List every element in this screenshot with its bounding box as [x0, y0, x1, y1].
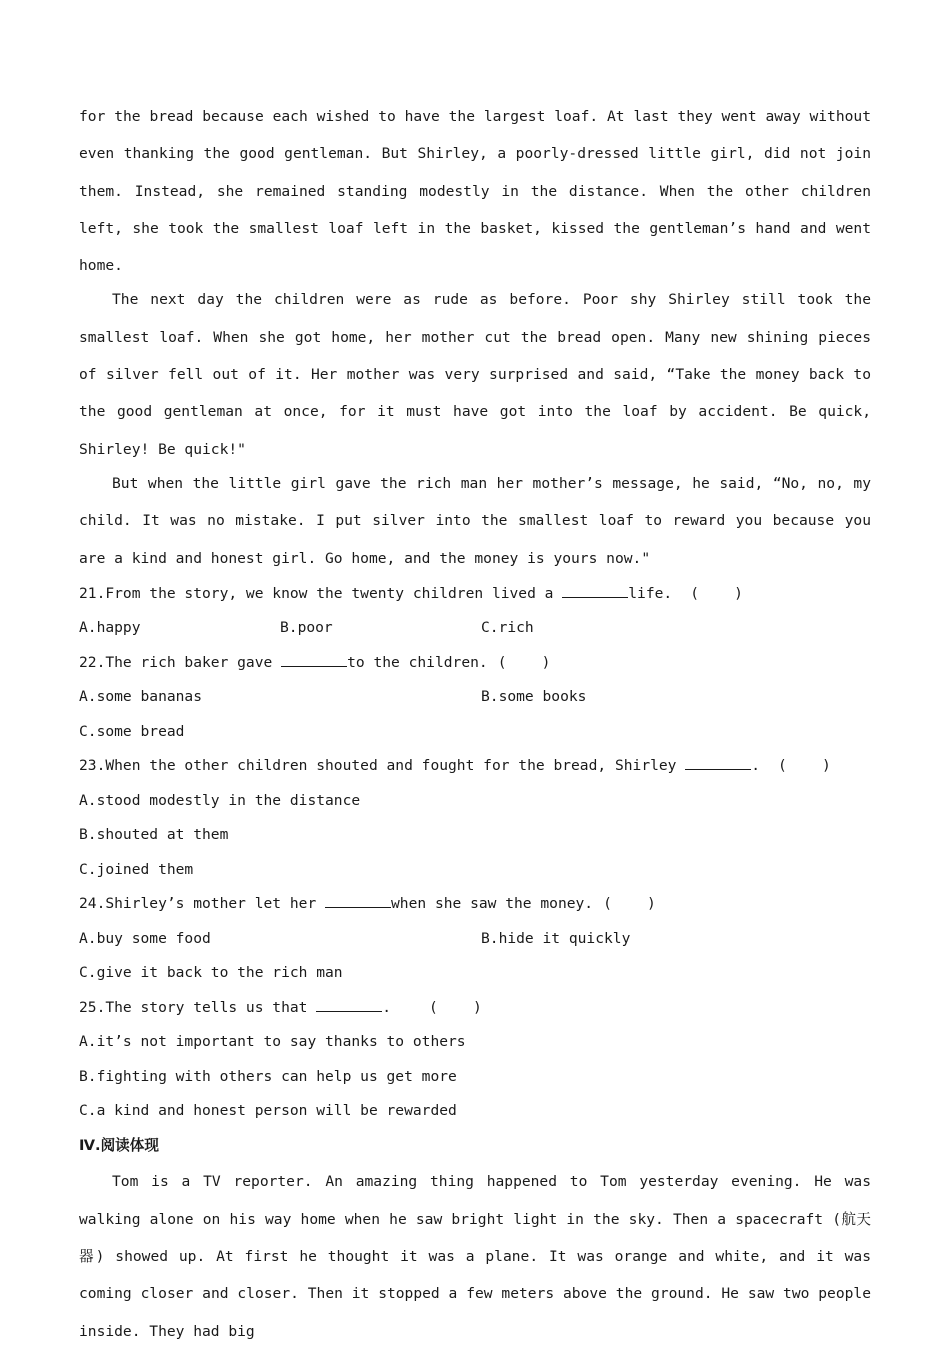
- reading-paragraph: Tom is a TV reporter. An amazing thing happened to Tom yesterday evening. He was walking alone on his way home when he saw bright light in the sky. Then a spacecraft (航天器) showed up. At first he thought it was a plane. It was orange and white, and it was coming closer and closer. Then it stopped a few meters above the ground. He saw two people inside. They had big: [79, 1173, 871, 1340]
- question-24: [79, 887, 871, 922]
- question-text: when she saw the money.: [391, 895, 594, 913]
- question-text: 24.Shirley’s mother let her: [79, 895, 326, 913]
- options-22: [79, 680, 871, 715]
- answer-paren: ( ): [497, 653, 551, 671]
- option-a: A.some bananas: [79, 688, 203, 706]
- question-text: to the children.: [347, 653, 488, 671]
- option-c: C.give it back to the rich man: [79, 964, 343, 982]
- option-c: C.joined them: [79, 860, 194, 878]
- answer-blank: [685, 754, 751, 770]
- option-b: B.some books: [481, 688, 587, 706]
- options-24: [79, 922, 871, 957]
- answer-paren: ( ): [429, 998, 482, 1016]
- option-b: B.fighting with others can help us get more: [79, 1067, 457, 1085]
- option-b: B.poor: [280, 619, 333, 637]
- document-page: [79, 98, 871, 1350]
- option-b: B.shouted at them: [79, 826, 229, 844]
- section-title: Ⅳ.阅读体现: [79, 1136, 159, 1154]
- question-text: life.: [628, 584, 673, 602]
- option-c: C.a kind and honest person will be rewarded: [79, 1102, 457, 1120]
- question-text: .: [751, 757, 761, 775]
- option-a: A.it’s not important to say thanks to others: [79, 1033, 466, 1051]
- question-text: 25.The story tells us that: [79, 998, 317, 1016]
- passage-paragraph-1: for the bread because each wished to have the largest loaf. At last they went away without even thanking the good gentleman. But Shirley, a poorly-dressed little girl, did not join them. Instead, she remained standing modestly in the distance. When the other children left, she took the smallest loaf left in the basket, kissed the gentleman’s hand and went home.: [79, 108, 871, 275]
- option-a: A.happy: [79, 619, 141, 637]
- answer-paren: ( ): [778, 757, 831, 775]
- question-23: [79, 749, 871, 784]
- answer-paren: ( ): [690, 584, 743, 602]
- option-c: C.some bread: [79, 722, 185, 740]
- passage-paragraph-3: But when the little girl gave the rich man her mother’s message, he said, “No, no, my child. It was no mistake. I put silver into the smallest loaf to reward you because you are a kind and honest girl. Go home, and the money is yours now.": [79, 474, 871, 567]
- answer-blank: [316, 996, 382, 1012]
- question-22: [79, 646, 871, 681]
- option-a: A.buy some food: [79, 929, 211, 947]
- option-a: A.stood modestly in the distance: [79, 791, 361, 809]
- question-text: 21.From the story, we know the twenty children lived a: [79, 584, 563, 602]
- option-c: C.rich: [481, 619, 534, 637]
- question-text: 22.The rich baker gave: [79, 653, 282, 671]
- passage-paragraph-2: The next day the children were as rude as before. Poor shy Shirley still took the smallest loaf. When she got home, her mother cut the bread open. Many new shining pieces of silver fell out of it. Her mother was very surprised and said, “Take the money back to the good gentleman at once, for it must have got into the loaf by accident. Be quick, Shirley! Be quick!": [79, 291, 871, 458]
- answer-paren: ( ): [603, 895, 656, 913]
- answer-blank: [281, 651, 347, 667]
- answer-blank: [562, 582, 628, 598]
- question-text: 23.When the other children shouted and fought for the bread, Shirley: [79, 757, 686, 775]
- question-text: .: [382, 998, 392, 1016]
- options-21: [79, 611, 871, 646]
- option-b: B.hide it quickly: [481, 929, 631, 947]
- answer-blank: [325, 892, 391, 908]
- question-25: [79, 991, 871, 1026]
- question-21: [79, 577, 871, 612]
